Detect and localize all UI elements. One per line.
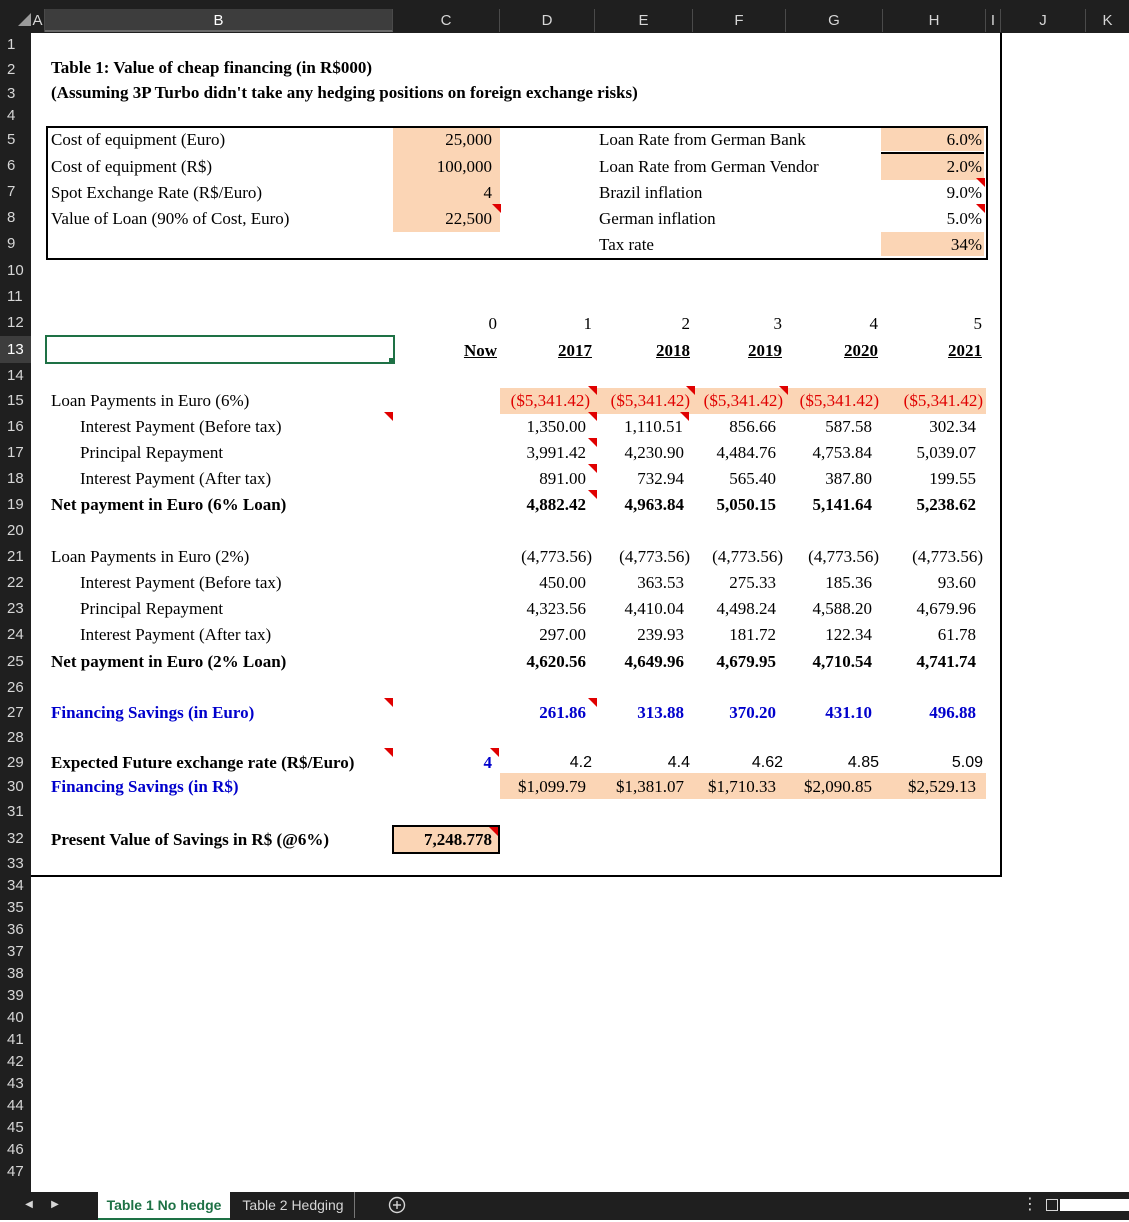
row-header[interactable]: 31 <box>7 803 24 820</box>
column-header-e[interactable]: E <box>595 9 693 32</box>
row-header[interactable]: 36 <box>7 921 24 938</box>
input-label: German inflation <box>599 209 716 228</box>
input-label: Spot Exchange Rate (R$/Euro) <box>51 183 263 202</box>
row-header[interactable]: 3 <box>7 85 16 102</box>
row-header[interactable]: 8 <box>7 209 16 226</box>
rate-divider <box>881 152 984 154</box>
row-header[interactable]: 44 <box>7 1097 24 1114</box>
cell-value[interactable]: $2,090.85 <box>804 777 872 796</box>
column-header-c[interactable]: C <box>393 9 500 32</box>
cell-value[interactable]: 363.53 <box>637 573 684 592</box>
table-title: Table 1: Value of cheap financing (in R$000) <box>51 58 372 77</box>
period-number: 0 <box>488 314 497 333</box>
period-number: 3 <box>773 314 782 333</box>
cell-value[interactable]: 4,620.56 <box>526 652 586 671</box>
row-label: Interest Payment (After tax) <box>80 625 272 644</box>
cell-value[interactable]: 239.93 <box>637 625 684 644</box>
row-label: Principal Repayment <box>80 599 224 618</box>
row-header[interactable]: 43 <box>7 1075 24 1092</box>
cell-value[interactable]: (4,773.56) <box>521 547 592 566</box>
cell-value[interactable]: 856.66 <box>729 417 776 436</box>
input-value[interactable]: 25,000 <box>445 130 492 149</box>
row-header[interactable]: 6 <box>7 157 16 174</box>
cell-value[interactable]: ($5,341.42) <box>703 391 783 410</box>
input-value[interactable]: 5.0% <box>946 209 982 228</box>
cell-value[interactable]: 387.80 <box>825 469 872 488</box>
cell-value[interactable]: 4.62 <box>751 754 783 771</box>
column-header-d[interactable]: D <box>500 9 595 32</box>
fill-handle[interactable] <box>389 358 394 363</box>
row-label: Interest Payment (Before tax) <box>80 417 282 436</box>
cell-value[interactable]: 4,588.20 <box>812 599 872 618</box>
cell-value[interactable]: 891.00 <box>539 469 586 488</box>
cell-value[interactable]: 122.34 <box>825 625 872 644</box>
cell-value[interactable]: 93.60 <box>937 573 976 592</box>
cell-value[interactable]: 370.20 <box>729 703 776 722</box>
cell-value[interactable]: 4,753.84 <box>812 443 872 462</box>
row-header[interactable]: 21 <box>7 548 24 565</box>
row-header[interactable]: 42 <box>7 1053 24 1070</box>
pv-value[interactable]: 7,248.778 <box>424 830 492 849</box>
cell-value[interactable]: 4.2 <box>569 754 592 771</box>
cell-value[interactable]: 496.88 <box>929 703 976 722</box>
row-header[interactable]: 32 <box>7 830 24 847</box>
comment-indicator[interactable] <box>588 438 597 447</box>
row-header[interactable]: 22 <box>7 574 24 591</box>
row-header[interactable]: 40 <box>7 1009 24 1026</box>
row-header[interactable]: 4 <box>7 107 16 124</box>
row-header[interactable]: 45 <box>7 1119 24 1136</box>
row-header[interactable]: 35 <box>7 899 24 916</box>
row-header[interactable]: 34 <box>7 877 24 894</box>
year-header: 2018 <box>656 341 690 360</box>
cell-value[interactable]: ($5,341.42) <box>610 391 690 410</box>
cell-value[interactable]: (4,773.56) <box>619 547 690 566</box>
cell-value[interactable]: 1,110.51 <box>624 417 683 436</box>
row-header[interactable]: 17 <box>7 444 24 461</box>
cell-value[interactable]: 4,410.04 <box>624 599 684 618</box>
cell-value[interactable]: 4,230.90 <box>624 443 684 462</box>
period-number: 4 <box>869 314 878 333</box>
row-header[interactable]: 33 <box>7 855 24 872</box>
comment-indicator[interactable] <box>588 412 597 421</box>
comment-indicator[interactable] <box>588 386 597 395</box>
table-subtitle: (Assuming 3P Turbo didn't take any hedging positions on foreign exchange risks) <box>51 83 638 102</box>
cell-value[interactable]: $1,099.79 <box>518 777 586 796</box>
column-header-i[interactable]: I <box>986 9 1001 32</box>
row-label-bold: Present Value of Savings in R$ (@6%) <box>51 830 330 849</box>
cell-value[interactable]: (4,773.56) <box>712 547 783 566</box>
row-header[interactable]: 24 <box>7 626 24 643</box>
year-header: 2020 <box>844 341 878 360</box>
cell-value[interactable]: 3,991.42 <box>526 443 586 462</box>
input-label: Loan Rate from German Bank <box>599 130 806 149</box>
row-header[interactable]: 11 <box>7 288 23 305</box>
input-value[interactable]: 9.0% <box>946 183 982 202</box>
cell-value[interactable]: 4,679.95 <box>716 652 776 671</box>
cell-value[interactable]: 4,649.96 <box>624 652 684 671</box>
cell-value[interactable]: 4,710.54 <box>812 652 872 671</box>
cell-value[interactable]: 4 <box>483 753 492 772</box>
worksheet-grid[interactable] <box>31 33 1129 1192</box>
row-label: Loan Payments in Euro (2%) <box>51 547 250 566</box>
row-header[interactable]: 9 <box>7 235 16 252</box>
cell-value[interactable]: ($5,341.42) <box>510 391 590 410</box>
cell-value[interactable]: ($5,341.42) <box>903 391 983 410</box>
row-header[interactable]: 37 <box>7 943 24 960</box>
cell-value[interactable]: 199.55 <box>929 469 976 488</box>
cell-value[interactable]: $1,710.33 <box>708 777 776 796</box>
row-header[interactable]: 13 <box>0 336 31 363</box>
cell-value[interactable]: 5,141.64 <box>812 495 872 514</box>
comment-indicator[interactable] <box>384 748 393 757</box>
row-header[interactable]: 29 <box>7 754 24 771</box>
column-header-a[interactable]: A <box>31 9 45 32</box>
row-header[interactable]: 41 <box>7 1031 24 1048</box>
cell-value[interactable]: 4.4 <box>667 754 690 771</box>
row-header[interactable]: 16 <box>7 418 24 435</box>
cell-value[interactable]: 4,679.96 <box>916 599 976 618</box>
row-header[interactable]: 10 <box>7 262 24 279</box>
horizontal-scrollbar[interactable] <box>1060 1199 1129 1211</box>
cell-value[interactable]: 181.72 <box>729 625 776 644</box>
sheet-tab-bar <box>0 1192 1129 1220</box>
cell-value[interactable]: 5,050.15 <box>716 495 776 514</box>
row-header[interactable]: 39 <box>7 987 24 1004</box>
cell-value[interactable]: 431.10 <box>825 703 872 722</box>
row-header[interactable]: 19 <box>7 496 24 513</box>
tab-scroll-next-button[interactable]: ▶ <box>51 1199 59 1210</box>
more-options-icon[interactable]: ⋮ <box>1022 1196 1038 1213</box>
period-number: 2 <box>681 314 690 333</box>
cell-value[interactable]: $1,381.07 <box>616 777 684 796</box>
row-label-bold: Financing Savings (in Euro) <box>51 703 255 722</box>
tab-table-1-no-hedge[interactable]: Table 1 No hedge <box>98 1192 230 1220</box>
row-header[interactable]: 2 <box>7 61 16 78</box>
input-label: Brazil inflation <box>599 183 703 202</box>
row-label: Principal Repayment <box>80 443 224 462</box>
year-header: Now <box>463 341 497 360</box>
cell-value[interactable]: (4,773.56) <box>912 547 983 566</box>
cell-value[interactable]: 565.40 <box>729 469 776 488</box>
cell-value[interactable]: 4,741.74 <box>916 652 976 671</box>
year-header: 2017 <box>558 341 592 360</box>
comment-indicator[interactable] <box>686 386 695 395</box>
cell-value[interactable]: $2,529.13 <box>908 777 976 796</box>
cell-value[interactable]: 61.78 <box>937 625 976 644</box>
column-header-b[interactable]: B <box>45 9 393 32</box>
cell-value[interactable]: 4,882.42 <box>526 495 586 514</box>
row-header[interactable]: 5 <box>7 131 16 148</box>
comment-indicator[interactable] <box>588 490 597 499</box>
row-header[interactable]: 25 <box>7 653 24 670</box>
cell-value[interactable]: 313.88 <box>637 703 684 722</box>
cell-value[interactable]: 4,323.56 <box>526 599 586 618</box>
input-label: Value of Loan (90% of Cost, Euro) <box>51 209 290 228</box>
year-header: 2019 <box>748 341 782 360</box>
cell-value[interactable]: 4.85 <box>847 754 879 771</box>
cell-value[interactable]: 5,238.62 <box>916 495 976 514</box>
column-header-h[interactable]: H <box>883 9 986 32</box>
comment-indicator[interactable] <box>588 698 597 707</box>
column-header-f[interactable]: F <box>693 9 786 32</box>
input-label: Cost of equipment (R$) <box>51 157 213 176</box>
comment-indicator[interactable] <box>976 178 985 187</box>
column-header-g[interactable]: G <box>786 9 883 32</box>
row-header[interactable]: 7 <box>7 183 16 200</box>
cell-value[interactable]: (4,773.56) <box>808 547 879 566</box>
cell-value[interactable]: 587.58 <box>825 417 872 436</box>
row-header[interactable]: 47 <box>7 1163 24 1180</box>
row-label: Interest Payment (Before tax) <box>80 573 282 592</box>
cell-value[interactable]: 4,963.84 <box>624 495 684 514</box>
input-value[interactable]: 34% <box>950 235 982 254</box>
comment-indicator[interactable] <box>976 204 985 213</box>
row-header[interactable]: 26 <box>7 679 24 696</box>
row-label-bold: Expected Future exchange rate (R$/Euro) <box>51 753 355 772</box>
cell-value[interactable]: ($5,341.42) <box>799 391 879 410</box>
row-header[interactable]: 23 <box>7 600 24 617</box>
comment-indicator[interactable] <box>490 748 499 757</box>
cell-value[interactable]: 297.00 <box>539 625 586 644</box>
input-value[interactable]: 4 <box>483 183 492 202</box>
year-header: 2021 <box>948 341 982 360</box>
input-value[interactable]: 6.0% <box>946 130 982 149</box>
period-number: 5 <box>973 314 982 333</box>
row-header[interactable]: 38 <box>7 965 24 982</box>
cell-value[interactable]: 5.09 <box>951 754 983 771</box>
comment-indicator[interactable] <box>588 464 597 473</box>
cell-value[interactable]: 450.00 <box>539 573 586 592</box>
input-label: Tax rate <box>599 235 654 254</box>
scroll-left-arrow-icon[interactable] <box>1046 1199 1058 1211</box>
cell-value[interactable]: 4,498.24 <box>716 599 776 618</box>
cell-value[interactable]: 302.34 <box>929 417 976 436</box>
row-label: Interest Payment (After tax) <box>80 469 272 488</box>
row-header[interactable]: 28 <box>7 729 24 746</box>
period-number: 1 <box>583 314 592 333</box>
cell-value[interactable]: 5,039.07 <box>916 443 976 462</box>
row-header[interactable]: 14 <box>7 367 24 384</box>
row-header[interactable]: 20 <box>7 522 24 539</box>
row-label-bold: Net payment in Euro (2% Loan) <box>51 652 287 671</box>
comment-indicator[interactable] <box>384 412 393 421</box>
input-value[interactable]: 2.0% <box>946 157 982 176</box>
row-label-bold: Financing Savings (in R$) <box>51 777 239 796</box>
row-label-bold: Net payment in Euro (6% Loan) <box>51 495 287 514</box>
cell-value[interactable]: 732.94 <box>637 469 684 488</box>
row-header[interactable]: 27 <box>7 704 24 721</box>
column-header-j[interactable]: J <box>1001 9 1086 32</box>
column-header-k[interactable]: K <box>1086 9 1129 32</box>
comment-indicator[interactable] <box>384 698 393 707</box>
row-header[interactable]: 18 <box>7 470 24 487</box>
cell-value[interactable]: 185.36 <box>825 573 872 592</box>
input-value[interactable]: 22,500 <box>445 209 492 228</box>
comment-indicator[interactable] <box>489 827 498 836</box>
input-label: Cost of equipment (Euro) <box>51 130 226 149</box>
comment-indicator[interactable] <box>680 412 689 421</box>
tab-scroll-prev-button[interactable]: ◀ <box>25 1199 33 1210</box>
row-header[interactable]: 15 <box>7 392 24 409</box>
comment-indicator[interactable] <box>492 204 501 213</box>
add-sheet-button[interactable] <box>386 1192 408 1218</box>
tab-table-2-hedging[interactable]: Table 2 Hedging <box>232 1192 355 1218</box>
row-header[interactable]: 12 <box>7 314 24 331</box>
input-label: Loan Rate from German Vendor <box>599 157 819 176</box>
row-header[interactable]: 30 <box>7 778 24 795</box>
row-header[interactable]: 46 <box>7 1141 24 1158</box>
row-header[interactable]: 1 <box>7 36 16 53</box>
cell-value[interactable]: 275.33 <box>729 573 776 592</box>
row-label: Loan Payments in Euro (6%) <box>51 391 250 410</box>
cell-value[interactable]: 1,350.00 <box>526 417 586 436</box>
comment-indicator[interactable] <box>779 386 788 395</box>
plus-circle-icon <box>388 1196 406 1214</box>
active-cell-selection[interactable] <box>45 335 395 364</box>
cell-value[interactable]: 4,484.76 <box>716 443 776 462</box>
input-value[interactable]: 100,000 <box>436 157 492 176</box>
cell-value[interactable]: 261.86 <box>539 703 586 722</box>
